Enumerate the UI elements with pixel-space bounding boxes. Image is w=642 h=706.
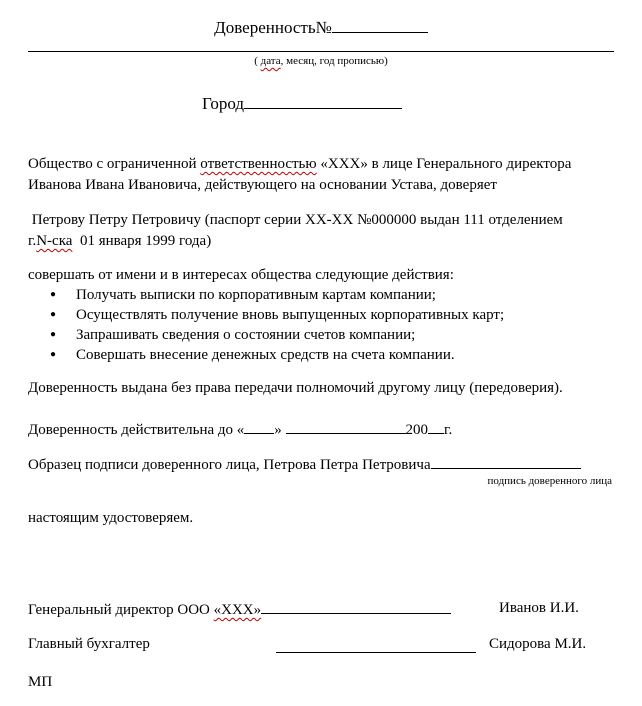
director-label: Генеральный директор ООО [28,602,214,618]
intro-paragraph [28,154,571,196]
intro-line-1 [28,154,571,175]
trustee-date: 01 января 1999 года) [72,233,212,249]
date-caption [0,55,642,67]
list-item: ● Совершать внесение денежных средств на счета компании. [28,345,504,365]
actions-intro: совершать от имени и в интересах общества следующие действия: [28,267,454,283]
number-blank [332,16,428,33]
validity-year-prefix: 200 [405,422,429,438]
document-title [0,16,642,38]
director-name: Иванов И.И. [499,600,579,616]
accountant-signature-blank [276,637,476,653]
date-caption-rest: , месяц, год прописью) [280,55,388,67]
accountant-label: Главный бухгалтер [28,636,150,652]
validity-month-blank [286,418,406,434]
actions-list [28,285,504,365]
list-item: ● Осуществлять получение вновь выпущенных корпоративных карт; [28,305,504,325]
city-label: Город [202,94,244,113]
intro-line-2: Иванова Ивана Ивановича, действующего на основании Устава, доверяет [28,177,497,193]
trustee-line-2 [28,231,563,252]
date-line [28,51,614,52]
trustee-line-1: Петрову Петру Петровичу (паспорт серии XX-XX №000000 выдан 111 отделением [28,212,563,228]
title-text: Доверенность№ [214,18,332,37]
director-signature-line [28,598,451,621]
list-item: ● Запрашивать сведения о состоянии счетов компании; [28,325,504,345]
date-caption-word: дата [260,55,281,67]
intro-text-a: Общество с ограниченной [28,156,201,172]
accountant-name: Сидорова М.И. [489,636,587,652]
validity-day-blank [244,418,274,434]
validity-text-b: » [274,422,286,438]
stamp-placeholder: МП [28,674,53,690]
validity-line [28,418,452,441]
city-blank [244,92,402,109]
trustee-city: N-ска [36,233,73,249]
signature-caption: подпись доверенного лица [487,475,612,487]
validity-text-a: Доверенность действительна до « [28,422,245,438]
list-item: ● Получать выписки по корпоративным картам компании; [28,285,504,305]
city-line [202,92,402,114]
intro-squiggled-word: ответственностью [200,156,317,172]
no-delegation-clause: Доверенность выдана без права передачи полномочий другому лицу (передоверия). [28,380,563,396]
signature-blank [431,453,581,469]
certify-text: настоящим удостоверяем. [28,510,194,526]
intro-text-b: «XXX» в лице Генерального директора [316,156,572,172]
validity-year-blank [428,418,444,434]
director-company: «XXX» [213,602,262,618]
director-signature-blank [261,598,451,614]
date-caption-prefix: ( [254,55,261,67]
signature-sample-text: Образец подписи доверенного лица, Петрова Петра Петровича [28,457,431,473]
validity-year-suffix: г. [444,422,453,438]
trustee-city-prefix: г. [28,233,37,249]
signature-sample-line [28,453,581,476]
trustee-paragraph [28,210,563,252]
